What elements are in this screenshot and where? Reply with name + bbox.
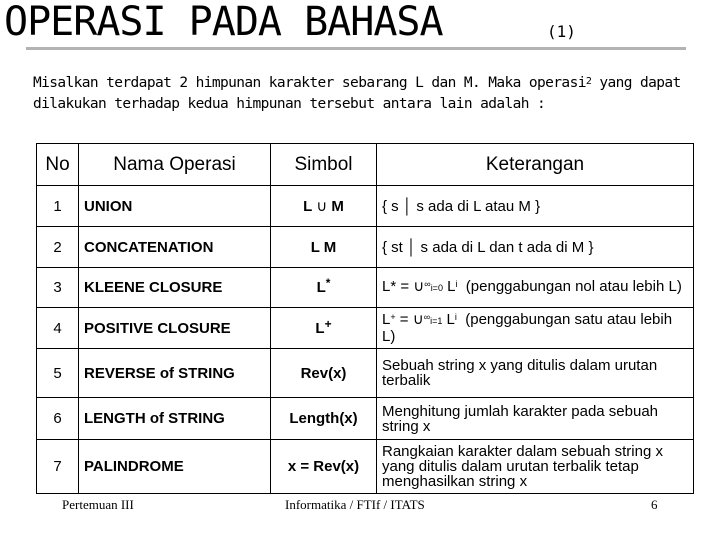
table-row [37, 398, 694, 440]
row-nama: POSITIVE CLOSURE [79, 308, 271, 349]
table-row [37, 349, 694, 398]
row-nama: PALINDROME [79, 440, 271, 494]
row-simbol: x = Rev(x) [271, 440, 377, 494]
row-simbol: L* [271, 268, 377, 308]
row-nama: KLEENE CLOSURE [79, 268, 271, 308]
row-keterangan: Sebuah string x yang ditulis dalam urutan terbalik [377, 349, 694, 398]
table-row [37, 227, 694, 268]
row-keterangan: Menghitung jumlah karakter pada sebuah string x [377, 398, 694, 440]
intro-text-end: yang dapat dilakukan terhadap kedua himpunan tersebut antara lain adalah : [33, 75, 681, 112]
title-divider [26, 47, 686, 50]
page-number: 6 [651, 497, 658, 512]
row-nama: UNION [79, 186, 271, 227]
table-row [37, 186, 694, 227]
row-keterangan: { st │ s ada di L dan t ada di M } [377, 227, 694, 268]
row-no: 7 [37, 440, 79, 494]
row-simbol: Length(x) [271, 398, 377, 440]
row-simbol: L ∪ M [271, 186, 377, 227]
row-no: 6 [37, 398, 79, 440]
footer-left: Pertemuan III [62, 497, 134, 512]
intro-text-start: Misalkan terdapat 2 himpunan karakter sebarang L dan M. Maka operasi [33, 75, 586, 91]
header-no: No [37, 144, 79, 186]
row-no: 5 [37, 349, 79, 398]
slide-title: OPERASI PADA BAHASA [4, 0, 443, 45]
table-row [37, 440, 694, 494]
header-keterangan: Keterangan [377, 144, 694, 186]
row-nama: CONCATENATION [79, 227, 271, 268]
row-simbol: L M [271, 227, 377, 268]
row-nama: LENGTH of STRING [79, 398, 271, 440]
row-no: 3 [37, 268, 79, 308]
table-row [37, 308, 694, 349]
row-keterangan: L* = ∪∞i=0 $L^i$ (penggabungan nol atau lebih L) [377, 268, 694, 308]
row-keterangan: { s │ s ada di L atau M } [377, 186, 694, 227]
intro-superscript: 2 [585, 76, 592, 87]
title-number: (1) [547, 22, 576, 41]
row-nama: REVERSE of STRING [79, 349, 271, 398]
table-row [37, 268, 694, 308]
table-header-row [37, 144, 694, 186]
row-no: 2 [37, 227, 79, 268]
header-nama-operasi: Nama Operasi [79, 144, 271, 186]
header-simbol: Simbol [271, 144, 377, 186]
row-keterangan: Rangkaian karakter dalam sebuah string x yang ditulis dalam urutan terbalik tetap menghasilkan string x [377, 440, 694, 494]
row-simbol: L+ [271, 308, 377, 349]
footer-center: Informatika / FTIf / ITATS [285, 497, 425, 512]
row-keterangan: L+ = ∪∞i=1 $L^i$ (penggabungan satu atau lebih L) [377, 308, 694, 349]
row-no: 1 [37, 186, 79, 227]
operations-table [36, 143, 694, 494]
intro-paragraph [33, 73, 703, 115]
row-no: 4 [37, 308, 79, 349]
row-simbol: Rev(x) [271, 349, 377, 398]
